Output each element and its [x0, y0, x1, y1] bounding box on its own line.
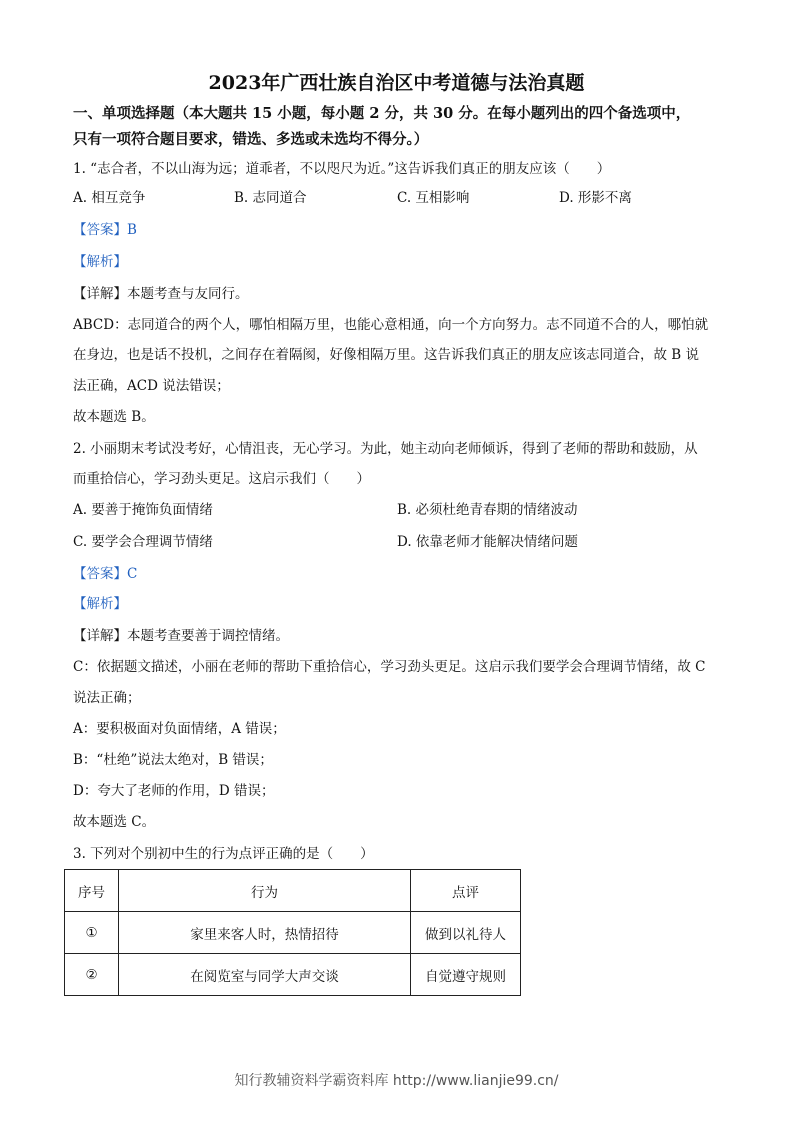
table-cell: 在阅览室与同学大声交谈 [119, 954, 411, 996]
table-cell: ① [65, 912, 119, 954]
table-header-row [65, 870, 521, 912]
q2-analysis-label: 【解析】 [73, 596, 127, 612]
section-heading-line1: 一、单项选择题（本大题共 15 小题，每小题 2 分，共 30 分。在每小题列出的四个备选项中， [73, 105, 691, 122]
q1-body-line1: ABCD：志同道合的两个人，哪怕相隔万里，也能心意相通，向一个方向努力。志不同道不合的人，哪怕就 [73, 317, 709, 333]
q2-body-line2: 说法正确； [73, 690, 141, 706]
q1-answer: 【答案】B [73, 222, 137, 238]
q2-detail: 【详解】本题考查要善于调控情绪。 [73, 628, 289, 644]
q2-option-b: B. 必须杜绝青春期的情绪波动 [397, 502, 578, 518]
page-title: 2023年广西壮族自治区中考道德与法治真题 [208, 72, 585, 94]
q1-detail: 【详解】本题考查与友同行。 [73, 286, 249, 302]
q2-conclusion: 故本题选 C。 [73, 814, 156, 830]
q1-option-d: D. 形影不离 [559, 190, 632, 206]
table-header-cell: 点评 [411, 870, 521, 912]
q1-conclusion: 故本题选 B。 [73, 409, 155, 425]
table-row [65, 912, 521, 954]
q2-option-a: A. 要善于掩饰负面情绪 [73, 502, 213, 518]
q3-stem: 3. 下列对个别初中生的行为点评正确的是（ ） [73, 846, 374, 862]
table-cell: 做到以礼待人 [411, 912, 521, 954]
footer-watermark: 知行教辅资料学霸资料库 http://www.lianjie99.cn/ [234, 1073, 559, 1089]
q2-option-d: D. 依靠老师才能解决情绪问题 [397, 534, 578, 550]
q2-answer: 【答案】C [73, 566, 138, 582]
table-cell: 自觉遵守规则 [411, 954, 521, 996]
q1-body-line2: 在身边，也是话不投机，之间存在着隔阂，好像相隔万里。这告诉我们真正的朋友应该志同道合，故 B 说 [73, 347, 700, 363]
q2-stem-line2: 而重拾信心，学习劲头更足。这启示我们（ ） [73, 471, 370, 487]
table-cell: ② [65, 954, 119, 996]
q1-stem: 1. “志合者，不以山海为远；道乖者，不以咫尺为近。”这告诉我们真正的朋友应该（ ） [73, 161, 611, 177]
q1-option-b: B. 志同道合 [234, 190, 307, 206]
q2-body-line4: B：“杜绝”说法太绝对，B 错误； [73, 752, 273, 768]
q1-option-c: C. 互相影响 [397, 190, 470, 206]
q1-option-a: A. 相互竞争 [73, 190, 146, 206]
q3-table [64, 869, 521, 996]
table-header-cell: 行为 [119, 870, 411, 912]
section-heading-line2: 只有一项符合题目要求，错选、多选或未选均不得分。） [73, 131, 429, 148]
q2-stem-line1: 2. 小丽期末考试没考好，心情沮丧，无心学习。为此，她主动向老师倾诉，得到了老师的帮助和鼓励，从 [73, 441, 698, 457]
q2-body-line5: D：夸大了老师的作用，D 错误； [73, 783, 275, 799]
table-cell: 家里来客人时，热情招待 [119, 912, 411, 954]
q2-body-line3: A：要积极面对负面情绪，A 错误； [73, 721, 286, 737]
q1-analysis-label: 【解析】 [73, 254, 127, 270]
table-header-cell: 序号 [65, 870, 119, 912]
q1-body-line3: 法正确，ACD 说法错误； [73, 378, 230, 394]
q2-body-line1: C：依据题文描述，小丽在老师的帮助下重拾信心，学习劲头更足。这启示我们要学会合理调节情绪，故 C [73, 659, 706, 675]
q2-option-c: C. 要学会合理调节情绪 [73, 534, 213, 550]
table-row [65, 954, 521, 996]
